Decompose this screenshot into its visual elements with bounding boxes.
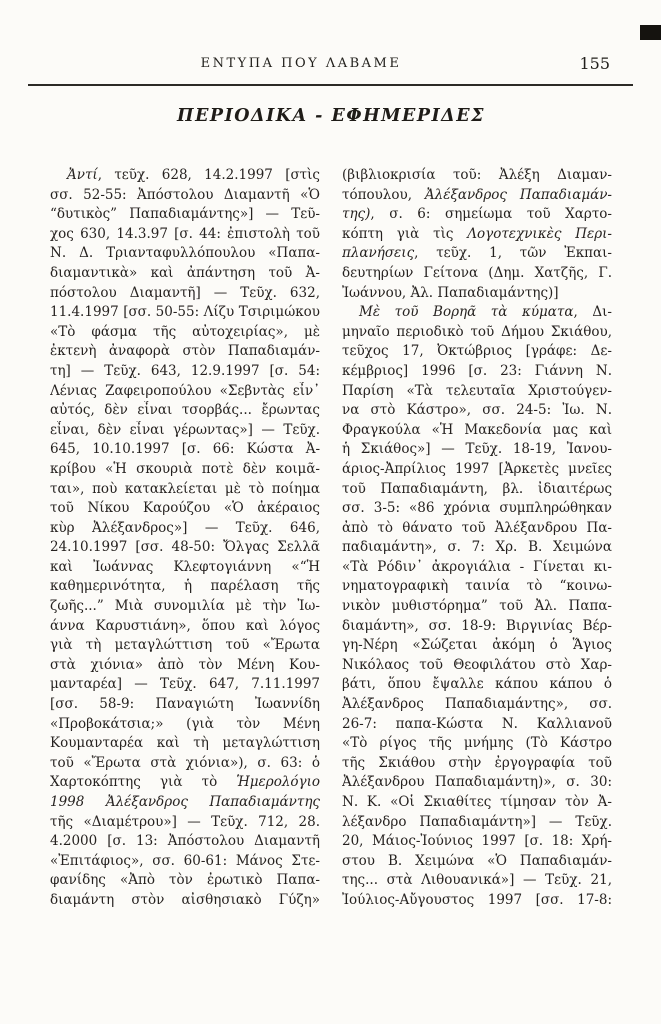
text-line: σσ. 3-5: «86 χρόνια συμπληρώθηκαν [342, 500, 612, 517]
text-line: 4.2000 [σ. 13: Ἀπόστολου Διαμαντῆ [50, 833, 320, 850]
text-line: εἶναι, δὲν εἶναι γέρωντας»] — Τεῦχ. [50, 421, 320, 438]
text-line: τη] — Τεῦχ. 643, 12.9.1997 [σ. 54: [50, 362, 320, 379]
text-columns [50, 166, 612, 911]
text-line: ἡ Σκιάθος»] — Τεῦχ. 18-19, Ἰανου- [342, 441, 612, 458]
text-line: ἐκτενὴ ἀναφορὰ στὸν Παπαδιαμάν- [50, 343, 320, 360]
page-number: 155 [579, 54, 610, 73]
text-line: στου Β. Χειμώνα «Ὁ Παπαδιαμάν- [342, 852, 612, 869]
text-line: Νικόλαος τοῦ Θεοφιλάτου στὸ Χαρ- [342, 656, 612, 673]
text-line: τοῦ Νίκου Καρούζου «Ὁ ἀκέραιος [50, 500, 320, 517]
text-line: αὐτός, δὲν εἶναι τσορβάς... ἔρωντας [50, 402, 320, 419]
text-line: καθημερινότητα, ἡ παρέλαση τῆς [50, 578, 320, 595]
right-column [342, 166, 612, 911]
text-line: Ν. Κ. «Οἱ Σκιαθίτες τίμησαν τὸν Ἀ- [342, 794, 612, 810]
text-line: τοῦ «Ἔρωτα στὰ χιόνια»), σ. 63: ὁ [50, 754, 320, 771]
text-line: καὶ Ἰωάννας Κλεφτογιάννη «“Ἡ [50, 558, 320, 575]
text-line: νηματογραφικὴ ταινία τὸ “κοινω- [342, 578, 612, 595]
text-line: χος 630, 14.3.97 [σ. 44: ἐπιστολὴ τοῦ [50, 225, 320, 242]
text-line: Ἀντί, τεῦχ. 628, 14.2.1997 [στὶς [67, 167, 320, 183]
text-line: ται», ποὺ κατακλείεται μὲ τὸ ποίημα [50, 480, 320, 497]
text-line: Λένιας Ζαφειροπούλου «Σεβντὰς εἶν᾽ [50, 382, 320, 399]
text-line: Ἰούλιος-Αὔγουστος 1997 [σσ. 17-8: [342, 891, 612, 908]
header-rule [28, 84, 633, 86]
text-line: στὰ χιόνια» ἀπὸ τὸν Μένη Κου- [50, 656, 320, 673]
text-line: τεῦχος 17, Ὀκτώβριος [γράφε: Δε- [342, 343, 612, 360]
text-line: σσ. 52-55: Ἀπόστολου Διαμαντῆ «Ὁ [50, 186, 320, 203]
text-line: τῆς Σκιάθου στὴν ἐργογραφία τοῦ [342, 754, 612, 771]
text-line: διαμαντικὰ» καὶ ἀπάντηση τοῦ Ἀ- [50, 264, 320, 281]
text-line: διαμάντη στὸν αἰσθησιακὸ Γύζη» [50, 891, 320, 908]
text-line: Ἀλέξανδρος Παπαδιαμάντης», σσ. [342, 696, 612, 713]
text-line: κρίβου «Ἡ σκουριὰ ποτὲ δὲν κοιμᾶ- [50, 460, 320, 477]
section-title: ΠΕΡΙΟΔΙΚΑ - ΕΦΗΜΕΡΙΔΕΣ [177, 106, 485, 126]
text-line: γιὰ τὴ μεταγλώττιση τοῦ «Ἔρωτα [50, 637, 320, 654]
text-line: παδιαμάντη», σ. 7: Χρ. Β. Χειμώνα [342, 539, 612, 556]
text-line: (βιβλιοκρισία τοῦ: Ἀλέξη Διαμαν- [342, 167, 612, 183]
text-line: «Τὸ ρίγος τῆς μνήμης (Τὸ Κάστρο [342, 735, 612, 752]
text-line: νικὸν μυθιστόρημα” τοῦ Ἀλ. Παπα- [342, 598, 612, 615]
text-line: Παρίση «Τὰ τελευταῖα Χριστούγεν- [342, 382, 612, 399]
text-line: 645, 10.10.1997 [σ. 66: Κώστα Ἀ- [50, 441, 320, 458]
text-line: δευτηρίων Γείτονα (Δημ. Χατζῆς, Γ. [342, 264, 612, 281]
text-line: [σσ. 58-9: Παναγιώτη Ἰωαννίδη [50, 696, 320, 713]
text-line: άννα Καρυστιάνη», ὅπου καὶ λόγος [50, 617, 320, 634]
page-header [50, 56, 612, 76]
text-line: πλανήσεις, τεῦχ. 1, τῶν Ἐκπαι- [342, 245, 612, 262]
text-line: Ν. Δ. Τριανταφυλλόπουλου «Παπα- [50, 245, 320, 262]
running-head: ΕΝΤΥΠΑ ΠΟΥ ΛΑΒΑΜΕ [200, 56, 402, 71]
text-line: “δυτικὸς” Παπαδιαμάντης»] — Τεῦ- [50, 206, 320, 223]
text-line: Κουμανταρέα καὶ τὴ μεταγλώττιση [50, 735, 320, 752]
text-line: Φραγκούλα «Ἡ Μακεδονία μας καὶ [342, 421, 612, 438]
text-line: Χαρτοκόπτης γιὰ τὸ Ἡμερολόγιο [50, 774, 320, 791]
scan-artifact-mark [640, 25, 661, 40]
text-line: ζωῆς...” Μιὰ συνομιλία μὲ τὴν Ἰω- [50, 598, 320, 615]
text-line: κόπτη γιὰ τὶς Λογοτεχνικὲς Περι- [342, 225, 612, 242]
text-line: διαμάντη», σσ. 18-9: Βιργινίας Βέρ- [342, 617, 612, 634]
text-line: 20, Μάιος-Ἰούνιος 1997 [σ. 18: Χρή- [342, 833, 612, 850]
text-line: τοῦ Παπαδιαμάντη, βλ. ἰδιαιτέρως [342, 480, 612, 497]
text-line: μηναῖο περιοδικὸ τοῦ Δήμου Σκιάθου, [342, 323, 612, 340]
text-line: κέμβριος] 1996 [σ. 23: Γιάννη Ν. [342, 362, 612, 379]
text-line: λέξανδρο Παπαδιαμάντη»] — Τεῦχ. [342, 813, 612, 830]
text-line: άριος-Ἀπρίλιος 1997 [Ἀρκετὲς μνεῖες [342, 460, 612, 477]
text-line: 11.4.1997 [σσ. 50-55: Λίζυ Τσιριμώκου [50, 304, 320, 321]
text-line: πόστολου Διαμαντῆ] — Τεῦχ. 632, [50, 284, 320, 301]
text-line: γη-Νέρη «Σώζεται ἀκόμη ὁ Ἅγιος [342, 637, 612, 654]
text-line: κὺρ Ἀλέξανδρος»] — Τεῦχ. 646, [50, 519, 320, 536]
text-line: τόπουλου, Ἀλέξανδρος Παπαδιαμάν- [342, 186, 612, 203]
text-line: φανίδης «Ἀπὸ τὸν ἐρωτικὸ Παπα- [50, 872, 320, 889]
text-line: «Προβοκάτσια;» (γιὰ τὸν Μένη [50, 715, 320, 732]
text-line: Ἀλέξανδρου Παπαδιαμάντη)», σ. 30: [342, 774, 612, 791]
text-line: «Ἐπιτάφιος», σσ. 60-61: Μάνος Στε- [50, 852, 320, 869]
text-line: βάτι, ὅπου ἔψαλλε κάπου κάπου ὁ [342, 676, 612, 693]
text-line: Μὲ τοῦ Βορηᾶ τὰ κύματα, Δι- [359, 304, 612, 321]
text-line: να στὸ Κάστρο», σσ. 24-5: Ἰω. Ν. [342, 402, 612, 419]
text-line: ἀπὸ τὸ θάνατο τοῦ Ἀλέξανδρου Πα- [342, 519, 612, 536]
text-line: Ἰωάννου, Ἀλ. Παπαδιαμάντης)] [342, 284, 559, 301]
text-line: τῆς «Διαμέτρου»] — Τεῦχ. 712, 28. [50, 813, 320, 830]
text-line: της... στὰ Λιθουανικά»] — Τεῦχ. 21, [342, 872, 612, 889]
text-line: 24.10.1997 [σσ. 48-50: Ὄλγας Σελλᾶ [50, 539, 320, 556]
text-line: «Τὰ Ρόδιν᾽ ἀκρογιάλια - Γίνεται κι- [342, 558, 612, 575]
text-line: της), σ. 6: σημείωμα τοῦ Χαρτο- [342, 206, 612, 223]
left-column [50, 166, 320, 911]
text-line: 1998 Ἀλέξανδρος Παπαδιαμάντης [50, 794, 320, 810]
text-line: 26-7: παπα-Κώστα Ν. Καλλιανοῦ [342, 715, 612, 732]
text-line: μανταρέα] — Τεῦχ. 647, 7.11.1997 [50, 676, 320, 693]
text-line: «Τὸ φάσμα τῆς αὐτοχειρίας», μὲ [50, 323, 320, 340]
